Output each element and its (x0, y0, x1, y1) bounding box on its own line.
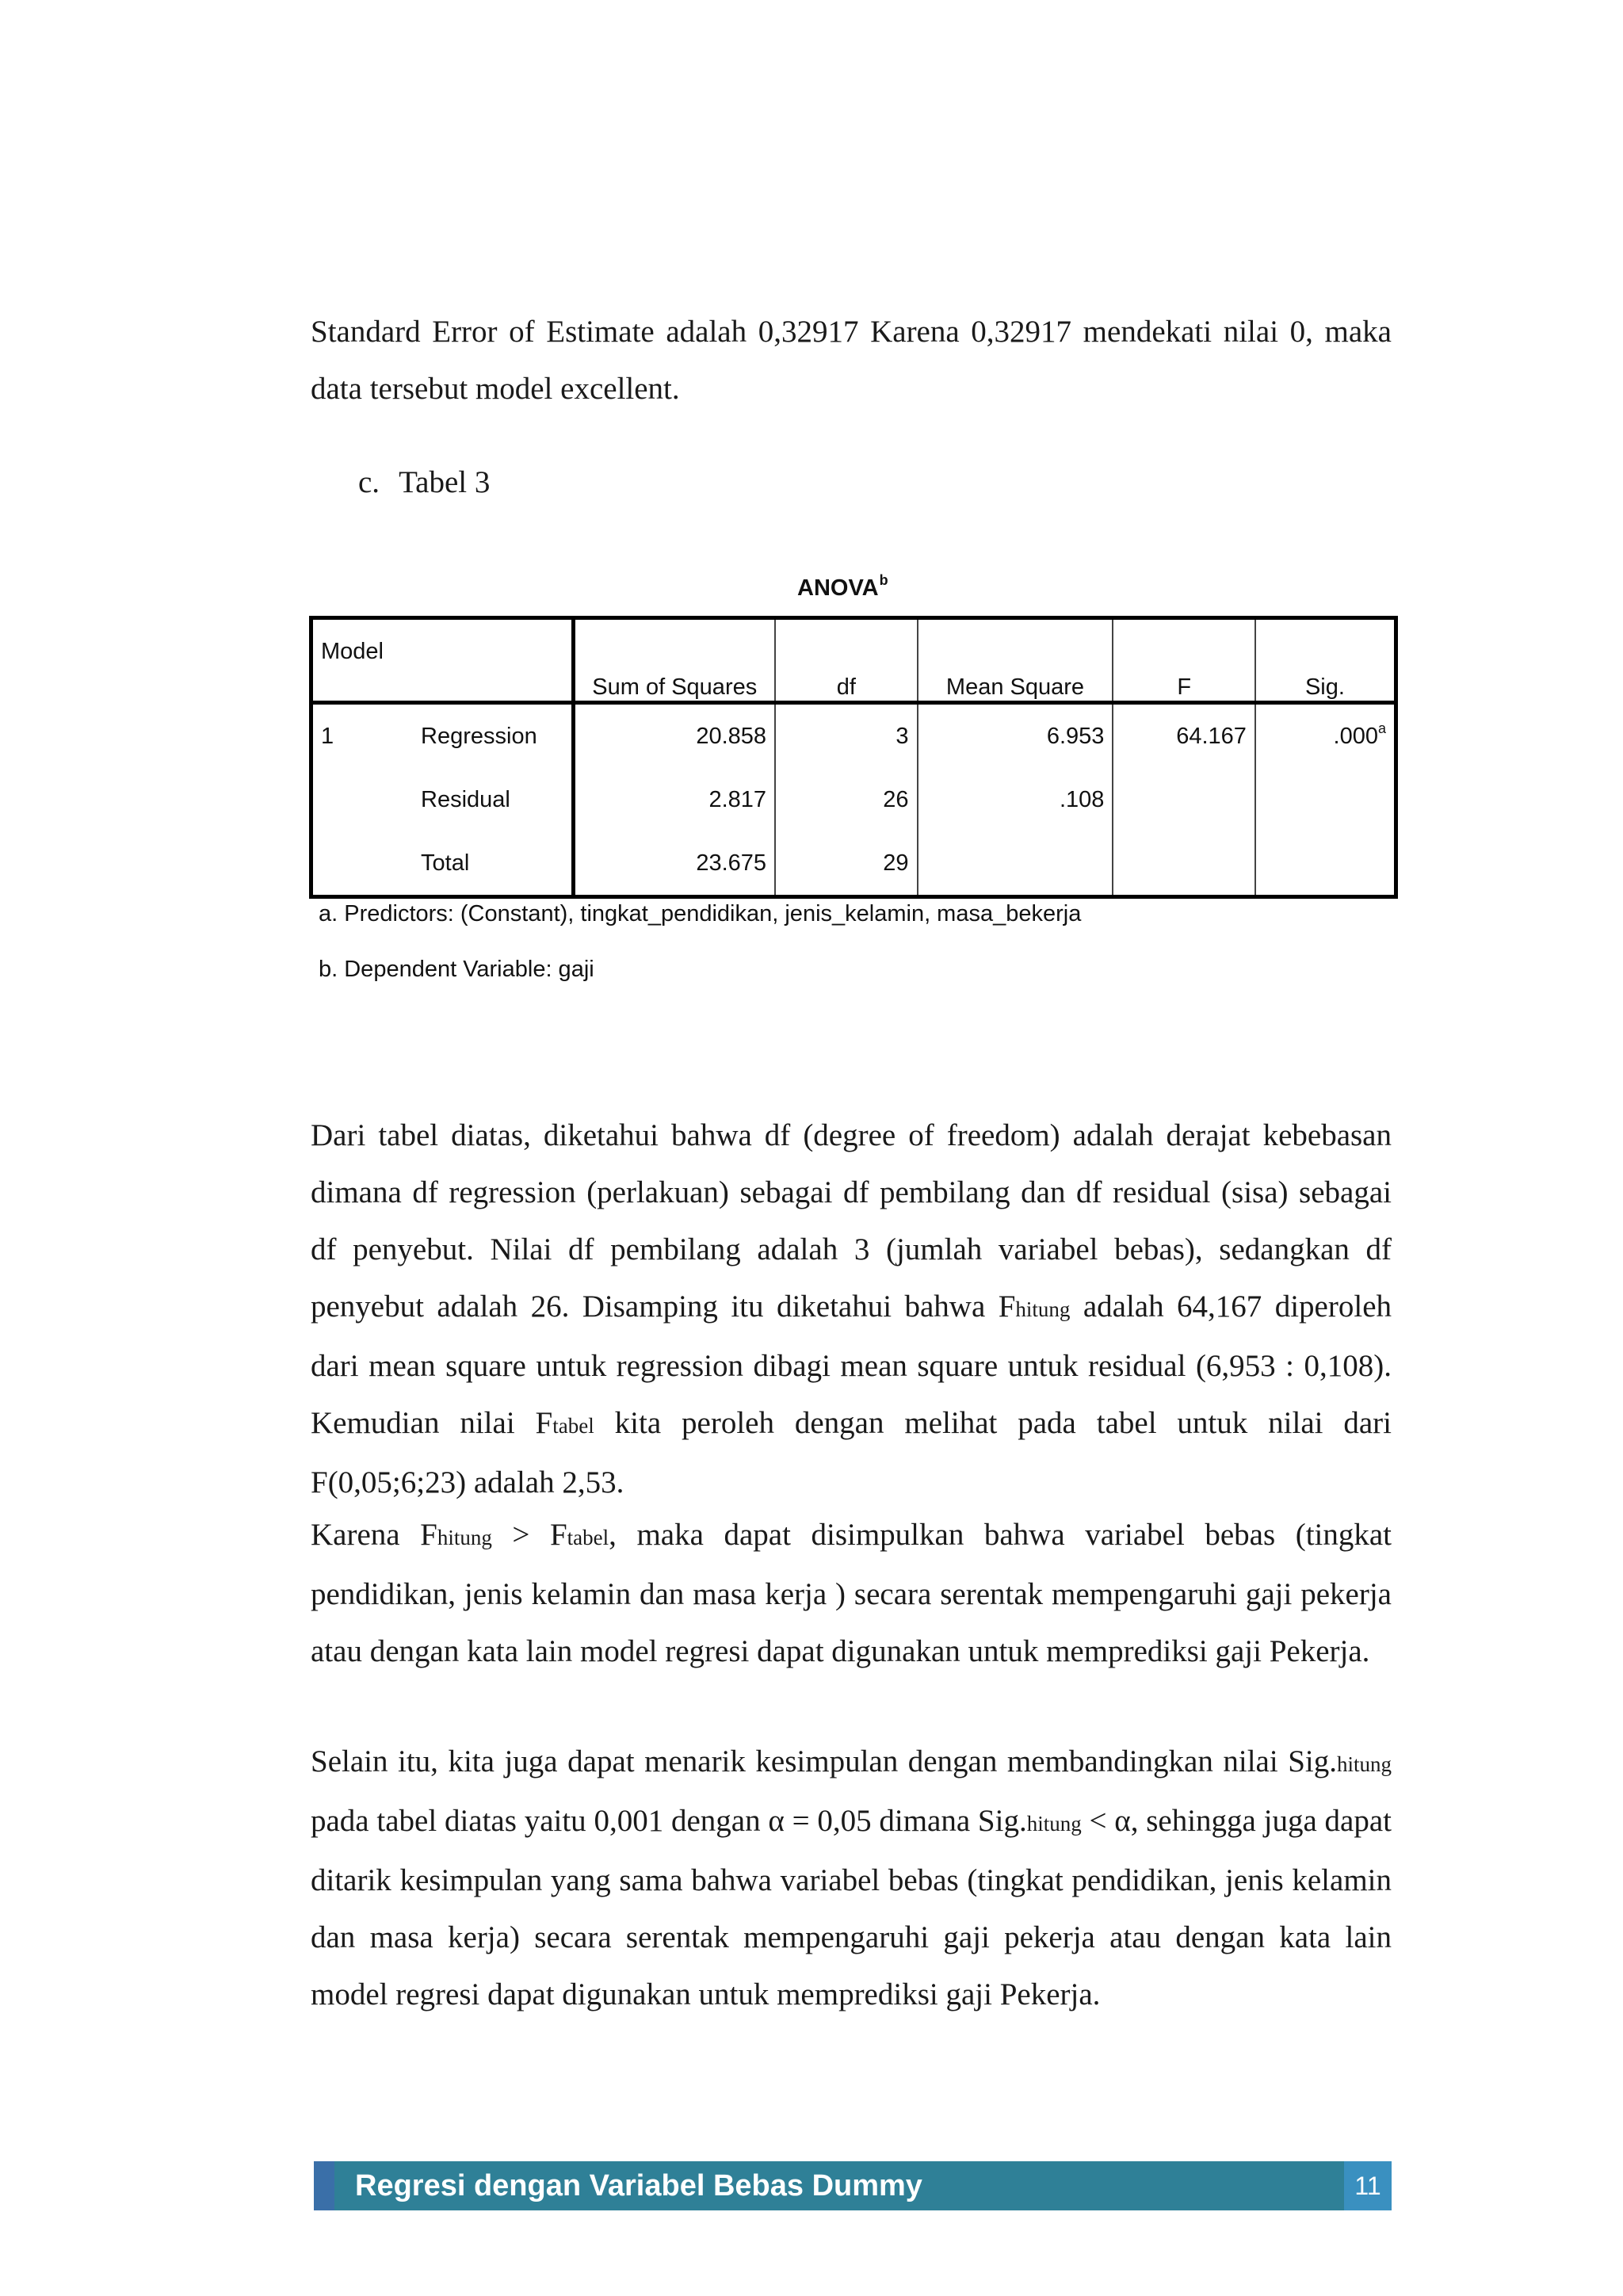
footer-title: Regresi dengan Variabel Bebas Dummy (355, 2169, 922, 2202)
section-heading-text: Tabel 3 (399, 465, 491, 499)
paragraph-significance (311, 1733, 1392, 2023)
cell-sig-sup: a (1377, 720, 1386, 736)
cell-f: 64.167 (1113, 703, 1255, 769)
header-mean-square: Mean Square (918, 618, 1113, 703)
cell-f (1113, 831, 1255, 897)
cell-sum-of-squares: 20.858 (573, 703, 775, 769)
anova-title-text: ANOVA (797, 575, 879, 601)
cell-sig (1255, 703, 1396, 769)
header-model: Model (311, 618, 574, 703)
paragraph-standard-error: Standard Error of Estimate adalah 0,32917 Karena 0,32917 mendekati nilai 0, maka data tersebut model excellent. (311, 315, 1392, 406)
table-row (311, 831, 1396, 897)
table-row (311, 768, 1396, 831)
text-span: Karena F (311, 1518, 437, 1552)
text-span: < α, sehingga juga dapat ditarik kesimpulan yang sama bahwa variabel bebas (tingkat pendidikan, jenis kelamin dan masa kerja) secara serentak mempengaruhi gaji pekerja atau dengan kata lain model regresi dapat digunakan untuk memprediksi gaji Pekerja. (311, 1804, 1392, 2011)
cell-mean-square: 6.953 (918, 703, 1113, 769)
subscript-tabel: tabel (567, 1526, 609, 1549)
text-span: Dari tabel diatas, diketahui bahwa df (degree of freedom) adalah derajat kebebasan dimana df regression (perlakuan) sebagai df pembilang dan df residual (sisa) sebagai df penyebut. Nilai df pembilang adalah 3 (jumlah variabel bebas), sedangkan df penyebut adalah 26. Disamping itu diketahui bahwa F (311, 1118, 1392, 1324)
section-heading (358, 454, 490, 511)
cell-sum-of-squares: 2.817 (573, 768, 775, 831)
cell-source: Residual (421, 786, 510, 812)
cell-df: 3 (775, 703, 918, 769)
page-number: 11 (1344, 2161, 1392, 2210)
subscript-tabel: tabel (552, 1414, 594, 1438)
text-span: pada tabel diatas yaitu 0,001 dengan α = 0,05 dimana Sig. (311, 1804, 1027, 1838)
footer-accent-bar (314, 2161, 334, 2210)
page-footer (314, 2161, 1392, 2210)
text-span: > F (491, 1518, 567, 1552)
subscript-hitung: hitung (1015, 1297, 1071, 1321)
paragraph-df-explanation (311, 1107, 1392, 1511)
cell-sig (1255, 768, 1396, 831)
subscript-hitung: hitung (1336, 1752, 1392, 1776)
paragraph-conclusion (311, 1507, 1392, 1680)
cell-source: Total (421, 850, 470, 876)
cell-model: 1 (321, 723, 334, 749)
cell-df: 26 (775, 768, 918, 831)
anova-title (797, 572, 888, 602)
table-row (311, 703, 1396, 769)
header-f: F (1113, 618, 1255, 703)
anova-title-sup: b (879, 572, 888, 588)
header-sum-of-squares: Sum of Squares (573, 618, 775, 703)
text-span: Selain itu, kita juga dapat menarik kesimpulan dengan membandingkan nilai Sig. (311, 1744, 1337, 1778)
cell-mean-square (918, 831, 1113, 897)
subscript-hitung: hitung (1026, 1812, 1082, 1836)
cell-df: 29 (775, 831, 918, 897)
cell-model (311, 831, 414, 897)
table-footnote-a: a. Predictors: (Constant), tingkat_pendidikan, jenis_kelamin, masa_bekerja (319, 901, 1082, 926)
text-span: kita peroleh dengan melihat pada tabel untuk nilai dari F(0,05;6;23) adalah 2,53. (311, 1406, 1392, 1499)
cell-source: Regression (421, 723, 537, 749)
cell-sig-value: .000 (1333, 723, 1378, 749)
cell-sig (1255, 831, 1396, 897)
subscript-hitung: hitung (437, 1526, 492, 1549)
header-df: df (775, 618, 918, 703)
section-heading-label: c. (358, 465, 380, 499)
text-span: adalah 64,167 diperoleh dari mean square untuk regression dibagi mean square untuk residual (6,953 : 0,108). Kemudian nilai F (311, 1289, 1392, 1440)
cell-sum-of-squares: 23.675 (573, 831, 775, 897)
cell-model (311, 768, 414, 831)
table-footnote-b: b. Dependent Variable: gaji (319, 957, 594, 982)
header-sig: Sig. (1255, 618, 1396, 703)
cell-mean-square: .108 (918, 768, 1113, 831)
table-header-row (311, 618, 1396, 703)
cell-f (1113, 768, 1255, 831)
anova-table (309, 616, 1398, 899)
text-span: , maka dapat disimpulkan bahwa variabel bebas (tingkat pendidikan, jenis kelamin dan masa kerja ) secara serentak mempengaruhi gaji pekerja atau dengan kata lain model regresi dapat digunakan untuk memprediksi gaji Pekerja. (311, 1518, 1392, 1668)
